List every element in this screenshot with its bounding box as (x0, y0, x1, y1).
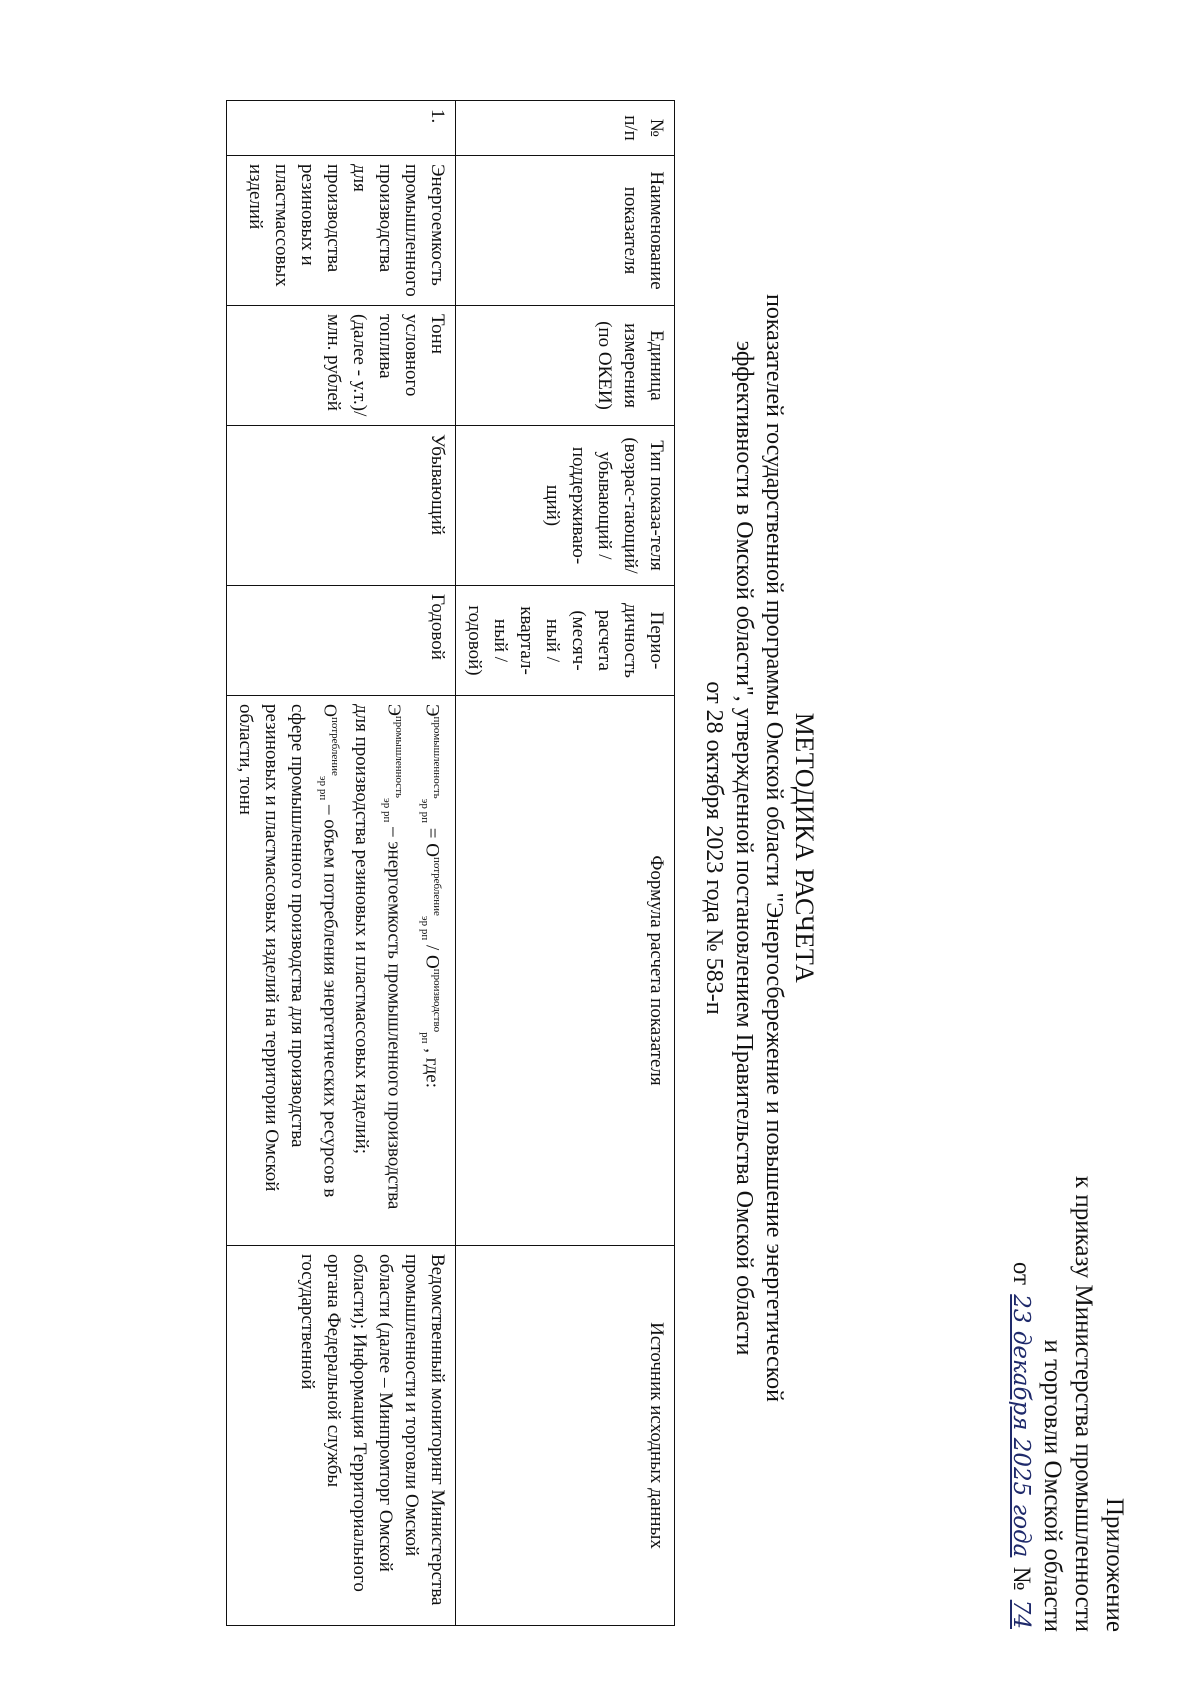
document-heading (699, 0, 820, 1696)
header-source: Источник исходных данных (456, 1246, 675, 1626)
formula-definition-1: $Э^{промышленность}_{эр рп}$ – энергоемкость промышленного производства для производства резиновых и пластмассовых изделий; (350, 704, 405, 1210)
cell-source: Ведомственный мониторинг Министерства промышленности и торговли Омской области (далее – Минпромторг Омской области); Информация Территориального органа Федеральной службы государственной (226, 1246, 455, 1626)
number-prefix: № (1008, 1566, 1035, 1591)
heading-line-1: показателей государственной программы Омской области "Энергосбережение и повышение энергетической (761, 293, 787, 1403)
cell-num: 1. (226, 101, 455, 156)
cell-formula (226, 696, 455, 1246)
appendix-title: Приложение (1101, 1497, 1128, 1632)
header-formula: Формула расчета показателя (456, 696, 675, 1246)
header-unit: Единица измерения (по ОКЕИ) (456, 306, 675, 426)
appendix-block (1005, 1176, 1130, 1632)
heading-line-2: эффективности в Омской области", утвержденной постановлением Правительства Омской области (731, 340, 757, 1356)
header-type: Тип показа-теля (возрас-тающий/ убывающий / поддерживаю-щий) (456, 426, 675, 586)
cell-name: Энергоемкость промышленного производства для производства резиновых и пластмассовых изделий (226, 156, 455, 306)
handwritten-number: 74 (1008, 1599, 1034, 1629)
table-row (226, 101, 455, 1626)
cell-period: Годовой (226, 586, 455, 696)
indicators-table (226, 100, 675, 1626)
formula-expression: $Э^{промышленность}_{эр рп} = О^{потребление}_{эр рп} / О^{производство}_{рп}$ , где: (418, 704, 443, 1088)
table-header-row (456, 101, 675, 1626)
cell-type: Убывающий (226, 426, 455, 586)
header-period: Перио-дичность расчета (месяч-ный / квартал-ный / годовой) (456, 586, 675, 696)
formula-definition-2: $О^{потребление}_{эр рп}$ – объем потребления энергетических ресурсов в сфере промышленного производства для производства резиновых и пластмассовых изделий на территории Омской области, тонн (234, 704, 341, 1198)
header-num: № п/п (456, 101, 675, 156)
header-name: Наименование показателя (456, 156, 675, 306)
document-title: МЕТОДИКА РАСЧЕТА (790, 712, 819, 984)
appendix-ministry-line: и торговли Омской области (1039, 1339, 1066, 1632)
heading-line-3: от 28 октября 2023 года № 583-п (701, 681, 727, 1015)
cell-unit: Тонн условного топлива (далее - у.т.)/млн. рублей (226, 306, 455, 426)
appendix-date-line (1005, 1176, 1037, 1632)
date-prefix: от (1008, 1261, 1035, 1285)
handwritten-date: 23 декабря 2025 года (1008, 1294, 1034, 1558)
appendix-order-line: к приказу Министерства промышленности (1070, 1175, 1097, 1632)
